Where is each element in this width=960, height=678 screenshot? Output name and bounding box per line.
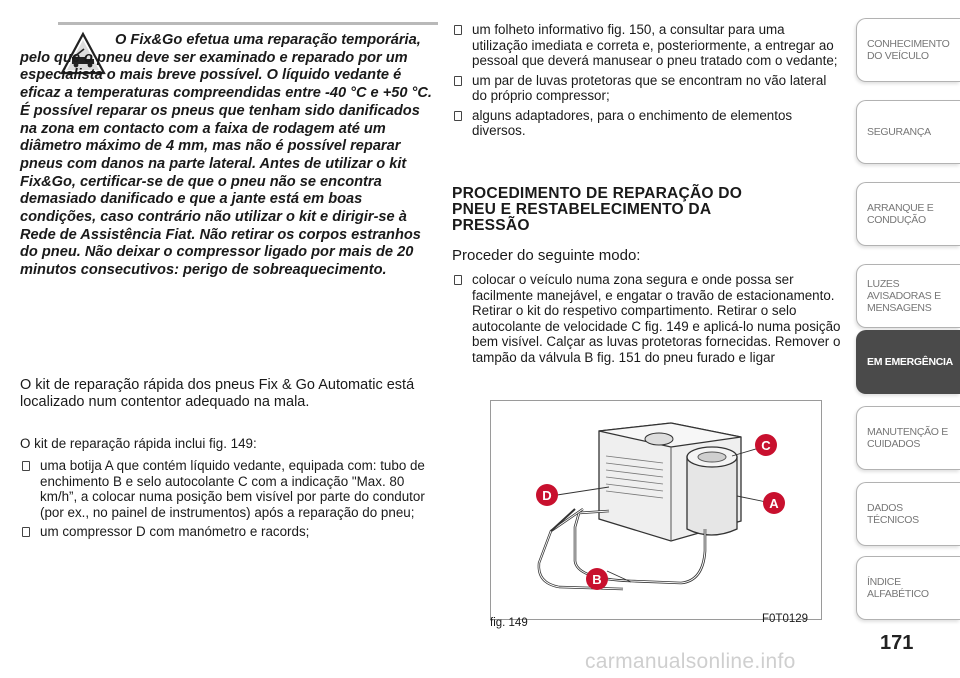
chapter-sidebar	[856, 0, 960, 678]
checkbox-bullet-icon	[22, 461, 30, 471]
figure-code: F0T0129	[762, 613, 809, 625]
tab-manutencao-e-cuidados[interactable]: MANUTENÇÃO E CUIDADOS	[856, 406, 960, 470]
callout-a	[763, 492, 785, 514]
list-item: um par de luvas protetoras que se encontram no vão lateral do próprio compressor;	[452, 73, 842, 104]
top-rule	[58, 22, 438, 25]
tab-arranque-e-conducao[interactable]: ARRANQUE E CONDUÇÃO	[856, 182, 960, 246]
tab-seguranca[interactable]: SEGURANÇA	[856, 100, 960, 164]
procedure-intro: Proceder do seguinte modo:	[452, 247, 641, 264]
kit-contents-list-continued	[452, 22, 842, 143]
kit-contents-intro: O kit de reparação rápida inclui fig. 149:	[20, 436, 257, 451]
tab-luzes-avisadoras[interactable]: LUZES AVISADORAS E MENSAGENS	[856, 264, 960, 328]
svg-text:C: C	[761, 438, 771, 453]
procedure-list	[452, 272, 842, 369]
svg-text:B: B	[592, 572, 602, 587]
tab-indice-alfabetico[interactable]: ÍNDICE ALFABÉTICO	[856, 556, 960, 620]
warning-text: O Fix&Go efetua uma reparação temporária, pelo que o pneu deve ser examinado e reparado por um especialista o mais breve possível. O líquido vedante é eficaz a temperaturas compreendidas entre -40 °C e +50 °C. É possível reparar os pneus que tenham sido danificados na zona em contacto com a faixa de rodagem até um diâmetro máximo de 4 mm, mas não é possível reparar pneus com danos na parte lateral. Antes de utilizar o kit Fix&Go, certificar-se de que o pneu não se encontra demasiado danificado e que a jante está em boas condições, caso contrário não utilizar o kit e dirigir-se à Rede de Assistência Fiat. Não retirar os corpos estranhos do pneu. Não deixar o compressor ligado por mais de 20 minutos consecutivos: perigo de sobreaquecimento.	[20, 32, 432, 279]
list-item: um compressor D com manómetro e racords;	[20, 524, 438, 540]
tab-em-emergencia[interactable]: EM EMERGÊNCIA	[856, 330, 960, 394]
callout-c	[755, 434, 777, 456]
kit-contents-list	[20, 458, 438, 544]
intro-paragraph: O kit de reparação rápida dos pneus Fix & Go Automatic está localizado num contentor adequado na mala.	[20, 377, 415, 410]
list-item: colocar o veículo numa zona segura e onde possa ser facilmente manejável, e engatar o travão de estacionamento. Retirar o kit do respetivo compartimento. Retirar o selo autocolante de velocidade C fig. 149 e aplicá-lo numa posição bem visível. Calçar as luvas protetoras fornecidas. Remover o tampão da válvula B fig. 151 do pneu furado e ligar	[452, 272, 842, 365]
checkbox-bullet-icon	[454, 275, 462, 285]
figure-149	[490, 400, 822, 620]
list-item: alguns adaptadores, para o enchimento de elementos diversos.	[452, 108, 842, 139]
figure-caption: fig. 149	[490, 617, 528, 629]
checkbox-bullet-icon	[454, 25, 462, 35]
list-item: um folheto informativo fig. 150, a consultar para uma utilização imediata e correta e, posteriormente, a entregar ao pessoal que deverá manusear o pneu tratado com o vedante;	[452, 22, 842, 69]
checkbox-bullet-icon	[22, 527, 30, 537]
page-number: 171	[880, 632, 914, 654]
checkbox-bullet-icon	[454, 76, 462, 86]
tab-conhecimento-do-veiculo[interactable]: CONHECIMENTO DO VEÍCULO	[856, 18, 960, 82]
tab-dados-tecnicos[interactable]: DADOS TÉCNICOS	[856, 482, 960, 546]
svg-text:D: D	[542, 488, 552, 503]
callout-b	[586, 568, 608, 590]
svg-text:A: A	[769, 496, 779, 511]
list-item: uma botija A que contém líquido vedante, equipada com: tubo de enchimento B e selo autocolante C com a indicação "Max. 80 km/h”, a colocar numa posição bem visível por parte do condutor (por ex., no painel de instrumentos) após a reparação do pneu;	[20, 458, 438, 520]
callout-d	[536, 484, 558, 506]
checkbox-bullet-icon	[454, 111, 462, 121]
watermark: carmanualsonline.info	[585, 650, 796, 673]
tyre-repair-kit-illustration	[491, 401, 821, 619]
section-heading: PROCEDIMENTO DE REPARAÇÃO DO PNEU E RESTABELECIMENTO DA PRESSÃO	[452, 185, 743, 234]
